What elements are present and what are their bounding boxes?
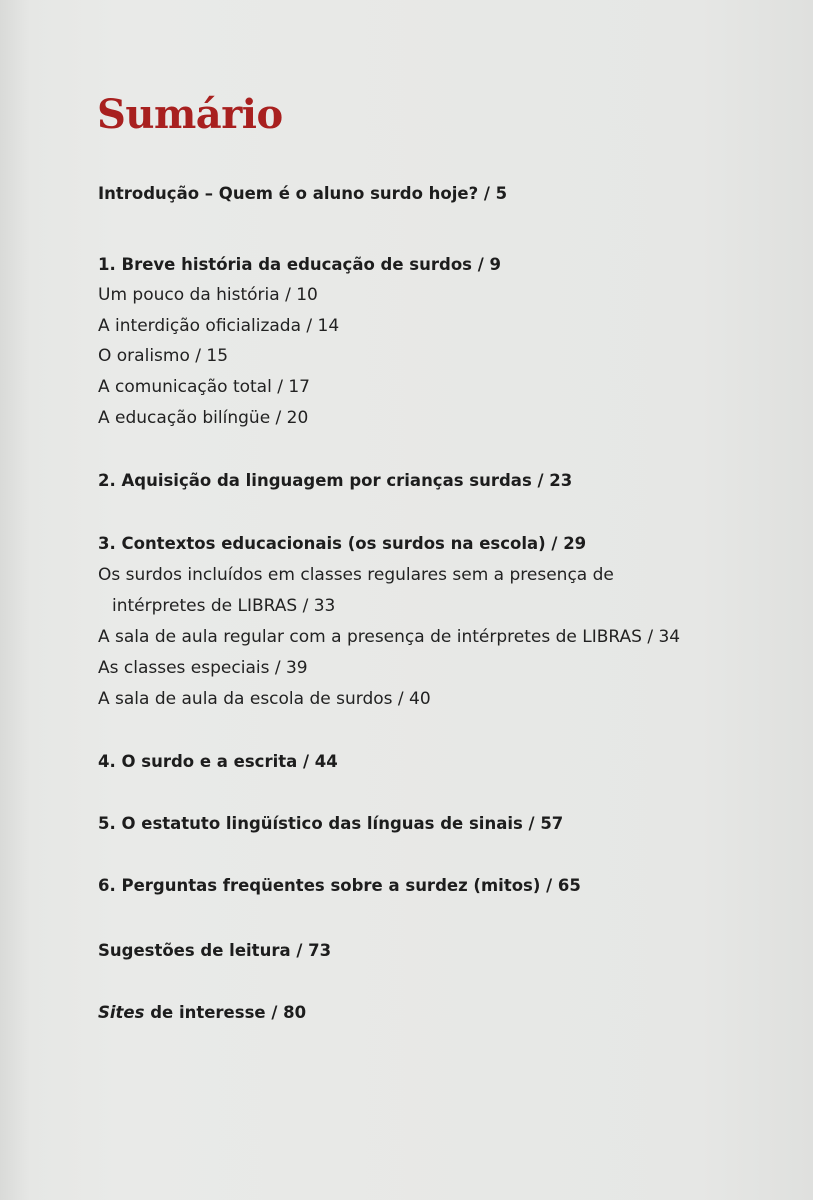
toc-entry-chapter-2: 2. Aquisição da linguagem por crianças surdas / 23	[98, 471, 573, 490]
toc-entry-chapter-1: 1. Breve história da educação de surdos / 9	[98, 255, 501, 274]
toc-subentry: O oralismo / 15	[98, 346, 229, 366]
toc-subentry: As classes especiais / 39	[98, 658, 308, 678]
toc-entry-sites	[98, 1002, 306, 1024]
toc-subentry: Os surdos incluídos em classes regulares sem a presença de	[98, 565, 614, 585]
toc-subentry-continuation: intérpretes de LIBRAS / 33	[112, 596, 336, 616]
toc-subentry: A comunicação total / 17	[98, 377, 310, 397]
toc-subentry: A sala de aula regular com a presença de intérpretes de LIBRAS / 34	[98, 627, 681, 647]
toc-entry-chapter-4: 4. O surdo e a escrita / 44	[98, 752, 338, 771]
toc-entry-reading-suggestions: Sugestões de leitura / 73	[98, 941, 332, 960]
toc-entry-sites-italic: Sites	[98, 1003, 145, 1022]
toc-subentry: A sala de aula da escola de surdos / 40	[98, 689, 431, 709]
toc-subentry: Um pouco da história / 10	[98, 285, 318, 305]
toc-subentry: A educação bilíngüe / 20	[98, 408, 309, 428]
toc-entry-introduction: Introdução – Quem é o aluno surdo hoje? / 5	[98, 184, 508, 203]
toc-entry-chapter-3: 3. Contextos educacionais (os surdos na escola) / 29	[98, 534, 587, 553]
toc-subentry: A interdição oficializada / 14	[98, 316, 340, 336]
page-title: Sumário	[97, 91, 283, 138]
toc-entry-chapter-5: 5. O estatuto lingüístico das línguas de sinais / 57	[98, 814, 564, 833]
toc-entry-chapter-6: 6. Perguntas freqüentes sobre a surdez (mitos) / 65	[98, 876, 581, 895]
toc-entry-sites-rest: de interesse / 80	[144, 1003, 307, 1022]
